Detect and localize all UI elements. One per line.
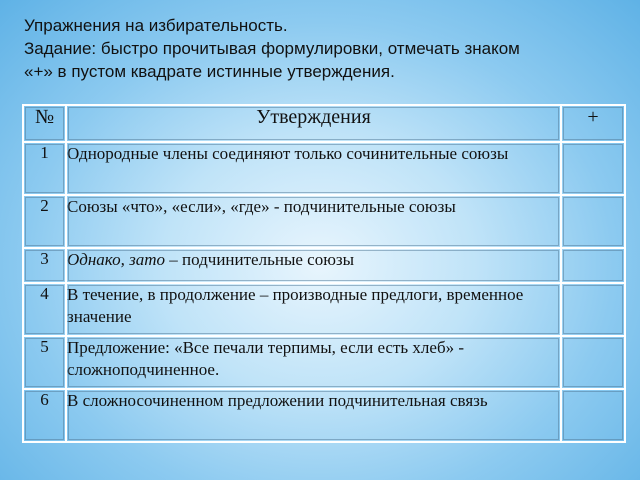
- row-statement: Союзы «что», «если», «где» - подчинительные союзы: [66, 195, 561, 248]
- row-statement-italic: Однако, зато: [67, 250, 166, 269]
- row-statement: В сложносочиненном предложении подчинительная связь: [66, 389, 561, 442]
- instructions-task-line-2: «+» в пустом квадрате истинные утверждения.: [24, 62, 395, 81]
- answer-box[interactable]: [561, 142, 625, 195]
- row-number: 3: [23, 248, 66, 283]
- table-row: [23, 283, 625, 336]
- row-number: 6: [23, 389, 66, 442]
- row-number: 5: [23, 336, 66, 389]
- instructions-title: Упражнения на избирательность.: [24, 16, 288, 35]
- instructions: [24, 14, 624, 83]
- row-statement: В течение, в продолжение – производные предлоги, временное значение: [66, 283, 561, 336]
- row-statement: [66, 248, 561, 283]
- table-row: [23, 389, 625, 442]
- answer-box[interactable]: [561, 336, 625, 389]
- table-row: [23, 248, 625, 283]
- answer-box[interactable]: [561, 283, 625, 336]
- answer-box[interactable]: [561, 389, 625, 442]
- answer-box[interactable]: [561, 248, 625, 283]
- table-row: [23, 142, 625, 195]
- table-header-row: [23, 105, 625, 142]
- row-number: 4: [23, 283, 66, 336]
- table-row: [23, 195, 625, 248]
- row-number: 2: [23, 195, 66, 248]
- row-number: 1: [23, 142, 66, 195]
- answer-box[interactable]: [561, 195, 625, 248]
- header-number: №: [23, 105, 66, 142]
- statements-table: [22, 104, 626, 443]
- header-statements: Утверждения: [66, 105, 561, 142]
- header-mark: +: [561, 105, 625, 142]
- instructions-task-line-1: Задание: быстро прочитывая формулировки, отмечать знаком: [24, 39, 520, 58]
- row-statement: Предложение: «Все печали терпимы, если есть хлеб» - сложноподчиненное.: [66, 336, 561, 389]
- table-row: [23, 336, 625, 389]
- row-statement-rest: – подчинительные союзы: [165, 250, 355, 269]
- row-statement: Однородные члены соединяют только сочинительные союзы: [66, 142, 561, 195]
